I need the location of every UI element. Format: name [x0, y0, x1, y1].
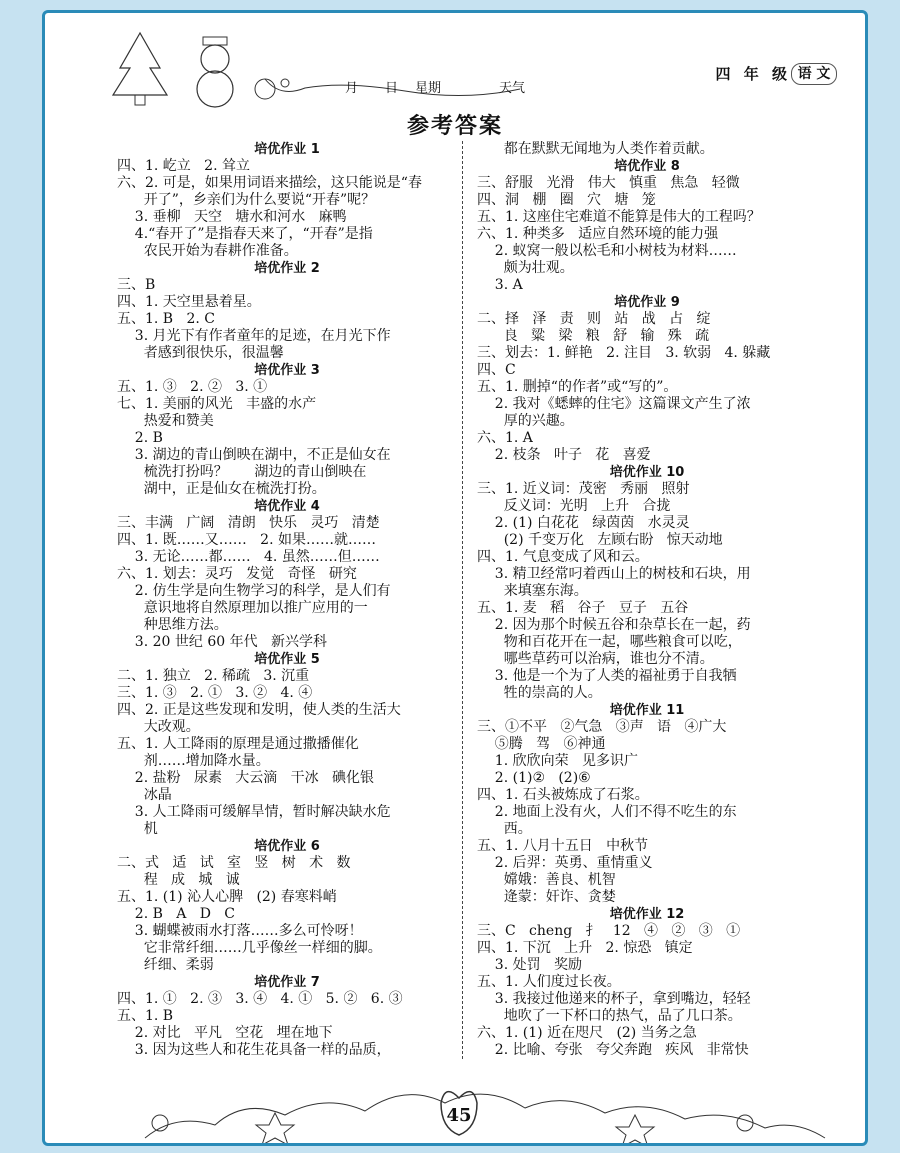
answer-line: 哪些草药可以治病，谁也分不清。	[477, 651, 714, 667]
footer	[45, 1053, 865, 1143]
answer-line: 3. 20 世纪 60 年代 新兴学科	[117, 634, 327, 650]
answer-line: 来填塞东海。	[477, 583, 588, 599]
answer-line: 农民开始为春耕作准备。	[117, 243, 298, 259]
answer-line: 六、1. (1) 近在咫尺 (2) 当务之急	[477, 1025, 697, 1041]
answer-line: 四、1. ① 2. ③ 3. ④ 4. ① 5. ② 6. ③	[117, 991, 403, 1007]
answer-line: 湖中，正是仙女在梳洗打扮。	[117, 481, 326, 497]
answer-line: 嫦娥：善良、机智	[477, 872, 616, 888]
answer-line: 四、1. 石头被炼成了石浆。	[477, 787, 649, 803]
answer-line: 2. (1) 白花花 绿茵茵 水灵灵	[477, 515, 690, 531]
answer-line: 五、1. ③ 2. ② 3. ①	[117, 379, 268, 395]
answer-line: 4.“春开了”是指春天来了，“开春”是指	[117, 226, 373, 242]
answer-line: 三、B	[117, 277, 156, 293]
month-label: 月	[345, 81, 359, 96]
grade-label: 四 年 级	[715, 65, 791, 83]
answer-line: 热爱和赞美	[117, 413, 214, 429]
answer-line: 二、择 泽 责 则 站 战 占 绽	[477, 311, 711, 327]
subject-badge: 语 文	[791, 63, 837, 85]
answer-line: 2. B	[117, 430, 163, 446]
answer-line: 四、1. 既……又…… 2. 如果……就……	[117, 532, 376, 548]
answer-line: 3. 垂柳 天空 塘水和河水 麻鸭	[117, 209, 347, 225]
answer-line: 六、2. 可是，如果用词语来描绘，这只能说是“春	[117, 175, 422, 191]
section-heading: 培优作业 6	[254, 839, 320, 854]
section-heading: 培优作业 2	[254, 261, 320, 276]
answer-line: 3. 我接过他递来的杯子，拿到嘴边，轻轻	[477, 991, 751, 1007]
answer-line: 开了”，乡亲们为什么要说“开春”呢？	[117, 192, 376, 208]
answer-line: 良 粱 梁 粮 舒 输 殊 疏	[477, 328, 710, 344]
answer-line: 五、1. B 2. C	[117, 311, 215, 327]
answer-line: 三、①不平 ②气急 ③声 语 ④广大	[477, 719, 727, 735]
answer-line: 五、1. 人工降雨的原理是通过撒播催化	[117, 736, 359, 752]
answer-line: 2. 蚁窝一般以松毛和小树枝为材料……	[477, 243, 737, 259]
answer-line: 牲的崇高的人。	[477, 685, 602, 701]
answer-line: 3. 蝴蝶被雨水打落……多么可怜呀！	[117, 923, 363, 939]
page-title: 参考答案	[406, 114, 503, 139]
answer-line: 2. 枝条 叶子 花 喜爱	[477, 447, 651, 463]
page-number: 45	[446, 1105, 472, 1126]
answer-line: 1. 欣欣向荣 见多识广	[477, 753, 638, 769]
answer-line: 2. 仿生学是向生物学习的科学，是人们有	[117, 583, 391, 599]
answer-line: 三、丰满 广阔 清朗 快乐 灵巧 清楚	[117, 515, 380, 531]
answer-line: 逄蒙：奸诈、贪婪	[477, 889, 616, 905]
answer-line: 3. 人工降雨可缓解旱情，暂时解决缺水危	[117, 804, 391, 820]
answer-line: 四、2. 正是这些发现和发明，使人类的生活大	[117, 702, 401, 718]
answer-line: 3. 精卫经常叼着西山上的树枝和石块，用	[477, 566, 751, 582]
answer-line: 2. 我对《蟋蟀的住宅》这篇课文产生了浓	[477, 396, 751, 412]
answer-line: 纤细、柔弱	[117, 957, 214, 973]
answer-line: 都在默默无闻地为人类作着贡献。	[477, 141, 714, 157]
answer-line: 五、1. 删掉“的作者”或“写的”。	[477, 379, 678, 395]
answer-line: 3. 他是一个为了人类的福祉勇于自我牺	[477, 668, 737, 684]
answer-line: 五、1. (1) 沁人心脾 (2) 春寒料峭	[117, 889, 337, 905]
section-heading: 培优作业 9	[614, 295, 680, 310]
answer-column-right	[477, 141, 817, 1059]
answer-line: 五、1. 人们度过长夜。	[477, 974, 621, 990]
answer-line: 四、1. 天空里悬着星。	[117, 294, 261, 310]
header	[45, 13, 865, 113]
answer-line: 2. 对比 平凡 空花 埋在地下	[117, 1025, 333, 1041]
answer-line: 四、C	[477, 362, 516, 378]
answer-line: 三、划去：1. 鲜艳 2. 注目 3. 软弱 4. 躲藏	[477, 345, 771, 361]
answer-line: 二、式 适 试 室 竖 树 术 数	[117, 855, 351, 871]
answer-line: 剂……增加降水量。	[117, 753, 270, 769]
answer-line: 种思维方法。	[117, 617, 228, 633]
column-divider	[462, 141, 463, 1059]
answer-line: 四、1. 屹立 2. 耸立	[117, 158, 250, 174]
answer-line: 七、1. 美丽的风光 丰盛的水产	[117, 396, 317, 412]
section-heading: 培优作业 7	[254, 975, 320, 990]
answer-column-left	[117, 141, 457, 1059]
answer-line: 2. 因为那个时候五谷和杂草长在一起，药	[477, 617, 751, 633]
section-heading: 培优作业 1	[254, 142, 320, 157]
answer-line: 3. 处罚 奖励	[477, 957, 582, 973]
answer-line: 五、1. 八月十五日 中秋节	[477, 838, 649, 854]
answer-line: 三、1. ③ 2. ① 3. ② 4. ④	[117, 685, 313, 701]
section-heading: 培优作业 4	[254, 499, 320, 514]
answer-line: 它非常纤细……几乎像丝一样细的脚。	[117, 940, 382, 956]
answer-line: 五、1. 这座住宅难道不能算是伟大的工程吗？	[477, 209, 761, 225]
weather-label: 天气	[499, 81, 526, 96]
answer-line: 三、舒服 光滑 伟大 慎重 焦急 轻微	[477, 175, 740, 191]
answer-line: 冰晶	[117, 787, 172, 803]
answer-line: 者感到很快乐，很温馨	[117, 345, 284, 361]
section-heading: 培优作业 12	[609, 907, 685, 922]
answer-line: 意识地将自然原理加以推广应用的一	[117, 600, 368, 616]
answer-line: ⑤腾 驾 ⑥神通	[477, 736, 606, 752]
cloud-decoration-icon	[45, 1053, 865, 1143]
day-label: 日	[385, 81, 399, 96]
answer-line: 五、1. B	[117, 1008, 174, 1024]
answer-line: 地吹了一下杯口的热气，品了几口茶。	[477, 1008, 742, 1024]
answer-line: 2. 盐粉 尿素 大云滴 干冰 碘化银	[117, 770, 375, 786]
answer-line: 2. (1)② (2)⑥	[477, 770, 591, 786]
answer-line: 四、洞 棚 圈 穴 塘 笼	[477, 192, 656, 208]
answer-line: 3. 湖边的青山倒映在湖中，不正是仙女在	[117, 447, 391, 463]
section-heading: 培优作业 11	[609, 703, 685, 718]
section-heading: 培优作业 5	[254, 652, 320, 667]
answer-line: 梳洗打扮吗？ 湖边的青山倒映在	[117, 464, 367, 480]
answer-line: 六、1. 划去：灵巧 发觉 奇怪 研究	[117, 566, 357, 582]
section-heading: 培优作业 8	[614, 159, 680, 174]
page	[42, 10, 868, 1146]
answer-line: 2. B A D C	[117, 906, 235, 922]
answer-line: 厚的兴趣。	[477, 413, 574, 429]
section-heading: 培优作业 10	[609, 465, 685, 480]
answer-line: 3. 因为这些人和花生花具备一样的品质，	[117, 1042, 391, 1058]
answer-line: 三、C cheng 扌 12 ④ ② ③ ①	[477, 923, 741, 939]
answer-line: 反义词：光明 上升 合拢	[477, 498, 671, 514]
winter-decoration-icon	[105, 13, 525, 113]
answer-line: 大改观。	[117, 719, 200, 735]
answer-line: 颇为壮观。	[477, 260, 574, 276]
answer-line: 二、1. 独立 2. 稀疏 3. 沉重	[117, 668, 310, 684]
weekday-label: 星期	[415, 81, 442, 96]
answer-line: 机	[117, 821, 158, 837]
answer-line: 六、1. 种类多 适应自然环境的能力强	[477, 226, 719, 242]
answer-line: 西。	[477, 821, 532, 837]
page-frame	[12, 10, 888, 1146]
answer-line: 2. 比喻、夸张 夸父奔跑 疾风 非常快	[477, 1042, 749, 1058]
answer-line: 3. A	[477, 277, 523, 293]
answer-line: 四、1. 下沉 上升 2. 惊恐 镇定	[477, 940, 693, 956]
answer-line: 六、1. A	[477, 430, 533, 446]
answer-line: 物和百花开在一起，哪些粮食可以吃，	[477, 634, 742, 650]
answer-line: 3. 月光下有作者童年的足迹，在月光下作	[117, 328, 391, 344]
answer-line: (2) 千变万化 左顾右盼 惊天动地	[477, 532, 723, 548]
answer-line: 3. 无论……都…… 4. 虽然……但……	[117, 549, 380, 565]
answer-line: 三、1. 近义词：茂密 秀丽 照射	[477, 481, 690, 497]
answer-line: 四、1. 气息变成了风和云。	[477, 549, 649, 565]
section-heading: 培优作业 3	[254, 363, 320, 378]
answer-line: 程 成 城 诚	[117, 872, 240, 888]
answer-line: 2. 地面上没有火，人们不得不吃生的东	[477, 804, 737, 820]
answer-line: 2. 后羿：英勇、重情重义	[477, 855, 653, 871]
answer-line: 五、1. 麦 稻 谷子 豆子 五谷	[477, 600, 689, 616]
